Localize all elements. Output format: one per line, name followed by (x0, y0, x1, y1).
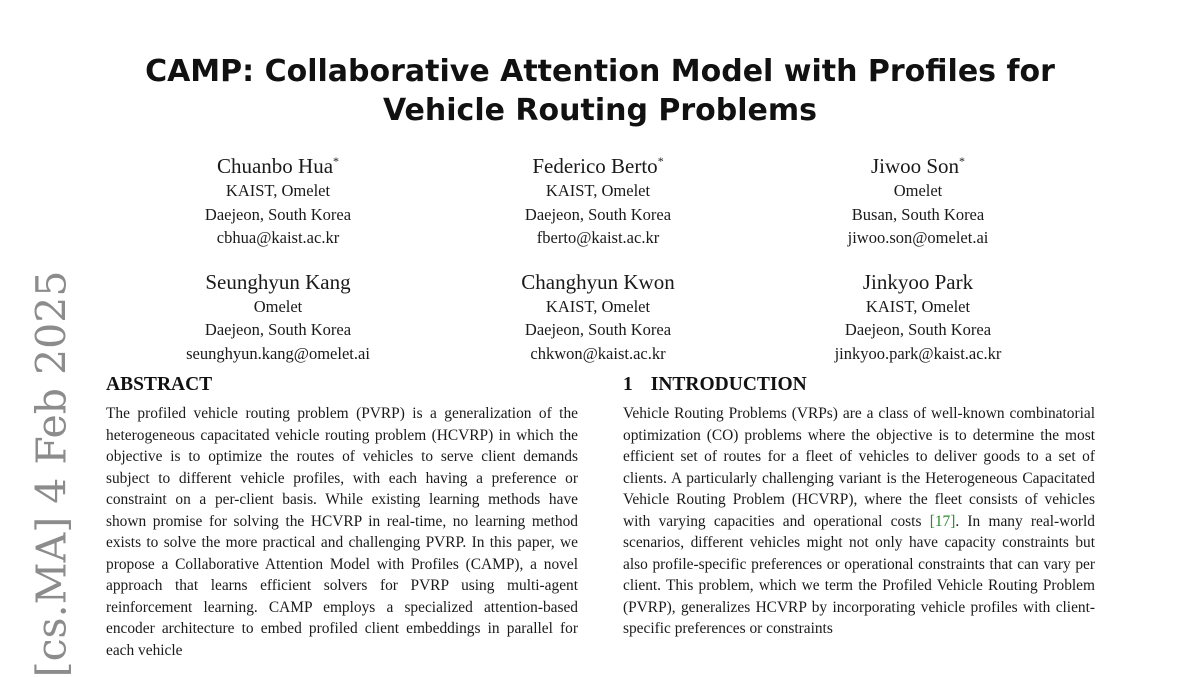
author-email: seunghyun.kang@omelet.ai (186, 343, 370, 363)
author-name: Federico Berto* (532, 154, 664, 178)
abstract-text: The profiled vehicle routing problem (PVRP) is a generalization of the heterogeneous capacitated vehicle routing problem (HCVRP) in which the objective is to optimize the routes of vehicles to serve client demands subject to different vehicle profiles, with each having a preference or constraint on a per-client basis. While existing learning methods have shown promise for solving the HCVRP in real-time, no learning method exists to solve the more practical and challenging PVRP. In this paper, we propose a Collaborative Attention Model with Profiles (CAMP), a novel approach that learns efficient solvers for PVRP using multi-agent reinforcement learning. CAMP employs a specialized attention-based encoder architecture to embed profiled client embeddings in parallel for each vehicle (106, 405, 578, 659)
author-affiliation: KAIST, Omelet (225, 181, 331, 200)
author-email: jinkyoo.park@kaist.ac.kr (834, 343, 1002, 363)
author-card (758, 264, 1078, 366)
author-name: Chuanbo Hua* (216, 154, 340, 178)
introduction-text: Vehicle Routing Problems (VRPs) are a class of well-known combinatorial optimization (CO) problems where the objective is to determine the most efficient set of routes for a fleet of vehicles to deliver goods to a set of clients. A particularly challenging variant is the Heterogeneous Capacitated Vehicle Routing Problem (HCVRP), where the fleet consists of vehicles with varying capacities and operational costs [17]. In many real-world scenarios, different vehicles might not only have capacity constraints but also profile-specific preferences or operational constraints that can vary per client. This problem, which we term the Profiled Vehicle Routing Problem (PVRP), generalizes HCVRP by incorporating vehicle profiles with client-specific preferences or constraints (623, 405, 1095, 637)
author-email: cbhua@kaist.ac.kr (216, 228, 340, 247)
author-name: Changhyun Kwon (521, 269, 675, 294)
author-affiliation: Omelet (893, 181, 943, 200)
author-name: Seunghyun Kang (205, 269, 351, 294)
author-affiliation: KAIST, Omelet (545, 296, 651, 316)
author-affiliation: KAIST, Omelet (545, 181, 651, 200)
author-card (438, 264, 758, 366)
author-email: chkwon@kaist.ac.kr (530, 343, 666, 363)
paper-title: CAMP: Collaborative Attention Model with Profiles for Vehicle Routing Problems (145, 54, 1055, 128)
citation-link[interactable]: [17] (929, 512, 956, 530)
section-title: INTRODUCTION (650, 374, 807, 395)
author-location: Daejeon, South Korea (204, 204, 352, 224)
author-location: Daejeon, South Korea (524, 204, 672, 224)
author-name: Jiwoo Son* (870, 154, 966, 178)
author-card (438, 148, 758, 250)
author-card (758, 148, 1078, 250)
author-email: fberto@kaist.ac.kr (536, 228, 660, 247)
author-location: Busan, South Korea (851, 204, 985, 224)
author-block (118, 148, 1078, 365)
author-affiliation: KAIST, Omelet (865, 296, 971, 316)
author-name: Jinkyoo Park (862, 269, 974, 294)
abstract-heading: ABSTRACT (106, 374, 213, 395)
author-email: jiwoo.son@omelet.ai (847, 228, 989, 247)
author-location: Daejeon, South Korea (524, 320, 672, 339)
author-location: Daejeon, South Korea (204, 320, 352, 339)
arxiv-stamp (27, 270, 76, 677)
author-affiliation: Omelet (253, 296, 303, 316)
introduction-heading (623, 374, 807, 396)
section-number: 1 (623, 374, 633, 395)
author-location: Daejeon, South Korea (844, 320, 992, 339)
arxiv-stamp-text: [cs.MA] 4 Feb 2025 (27, 270, 76, 677)
author-card (118, 264, 438, 366)
author-card (118, 148, 438, 250)
